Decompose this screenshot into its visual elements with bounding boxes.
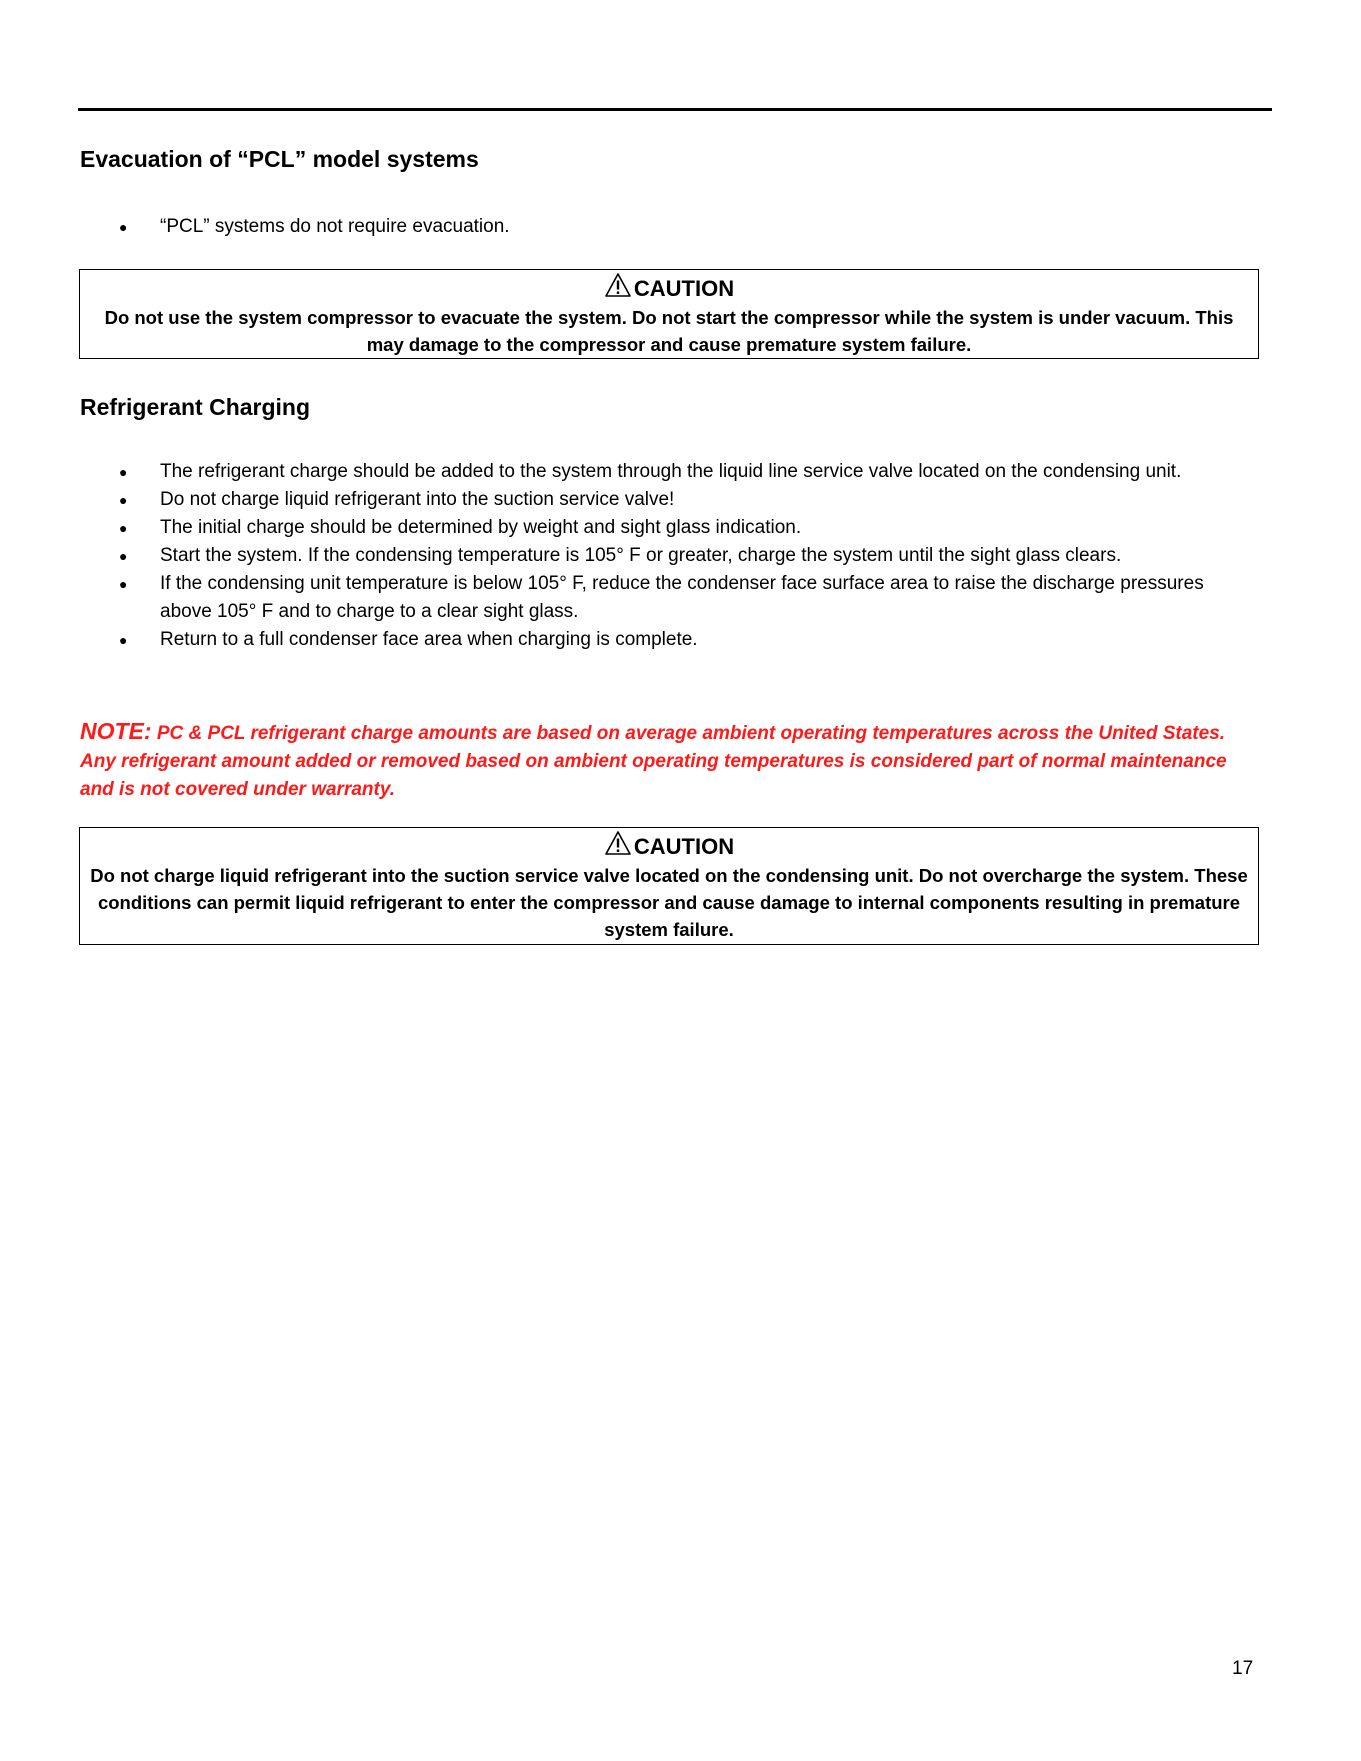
caution-title-text: CAUTION [633,276,735,301]
bullet-icon: ● [119,576,128,592]
note-label: NOTE: [80,718,152,744]
warranty-note [80,717,1240,804]
warning-triangle-icon [604,830,632,856]
page-number: 17 [1232,1658,1254,1679]
list-item-text: The initial charge should be determined by weight and sight glass indication. [160,517,802,538]
caution-title-text: CAUTION [633,834,735,859]
list-item [80,514,1230,542]
list-item-text: If the condensing unit temperature is below 105° F, reduce the condenser face surface area to raise the discharge pressures above 105° F and to charge to a clear sight glass. [160,573,1204,622]
caution-text: Do not charge liquid refrigerant into the suction service valve located on the condensing unit. Do not overcharge the system. These conditions can permit liquid refrigerant to enter the compressor and cause damage to internal components resulting in premature system failure. [90,865,1248,940]
list-item [80,626,1230,654]
charging-heading: Refrigerant Charging [80,394,311,420]
list-item-text: “PCL” systems do not require evacuation. [160,216,510,237]
evacuation-bullet-list [80,213,1230,241]
list-item-text: Return to a full condenser face area when charging is complete. [160,629,698,650]
list-item [80,458,1230,486]
evacuation-heading: Evacuation of “PCL” model systems [80,146,479,172]
list-item [80,213,1230,241]
warning-triangle-icon [604,272,632,298]
caution-title [84,830,1254,862]
caution-text: Do not use the system compressor to evacuate the system. Do not start the compressor while the system is under vacuum. This may damage to the compressor and cause premature system failure. [104,307,1234,355]
charging-bullet-list [80,458,1230,654]
list-item [80,486,1230,514]
list-item-text: Do not charge liquid refrigerant into the suction service valve! [160,489,675,510]
list-item [80,570,1230,626]
note-text: PC & PCL refrigerant charge amounts are based on average ambient operating temperatures across the United States. Any refrigerant amount added or removed based on ambient operating temperatures is considered part of normal maintenance and is not covered under warranty. [80,723,1227,800]
list-item [80,542,1230,570]
caution-title [84,272,1254,304]
top-rule [78,108,1272,111]
bullet-icon: ● [119,520,128,536]
bullet-icon: ● [119,464,128,480]
list-item-text: Start the system. If the condensing temperature is 105° F or greater, charge the system until the sight glass clears. [160,545,1122,566]
caution-box-evacuation [79,269,1259,359]
caution-box-charging [79,827,1259,945]
list-item-text: The refrigerant charge should be added to the system through the liquid line service valve located on the condensing unit. [160,461,1182,482]
bullet-icon: ● [119,492,128,508]
bullet-icon: ● [119,632,128,648]
bullet-icon: ● [119,219,128,235]
bullet-icon: ● [119,548,128,564]
